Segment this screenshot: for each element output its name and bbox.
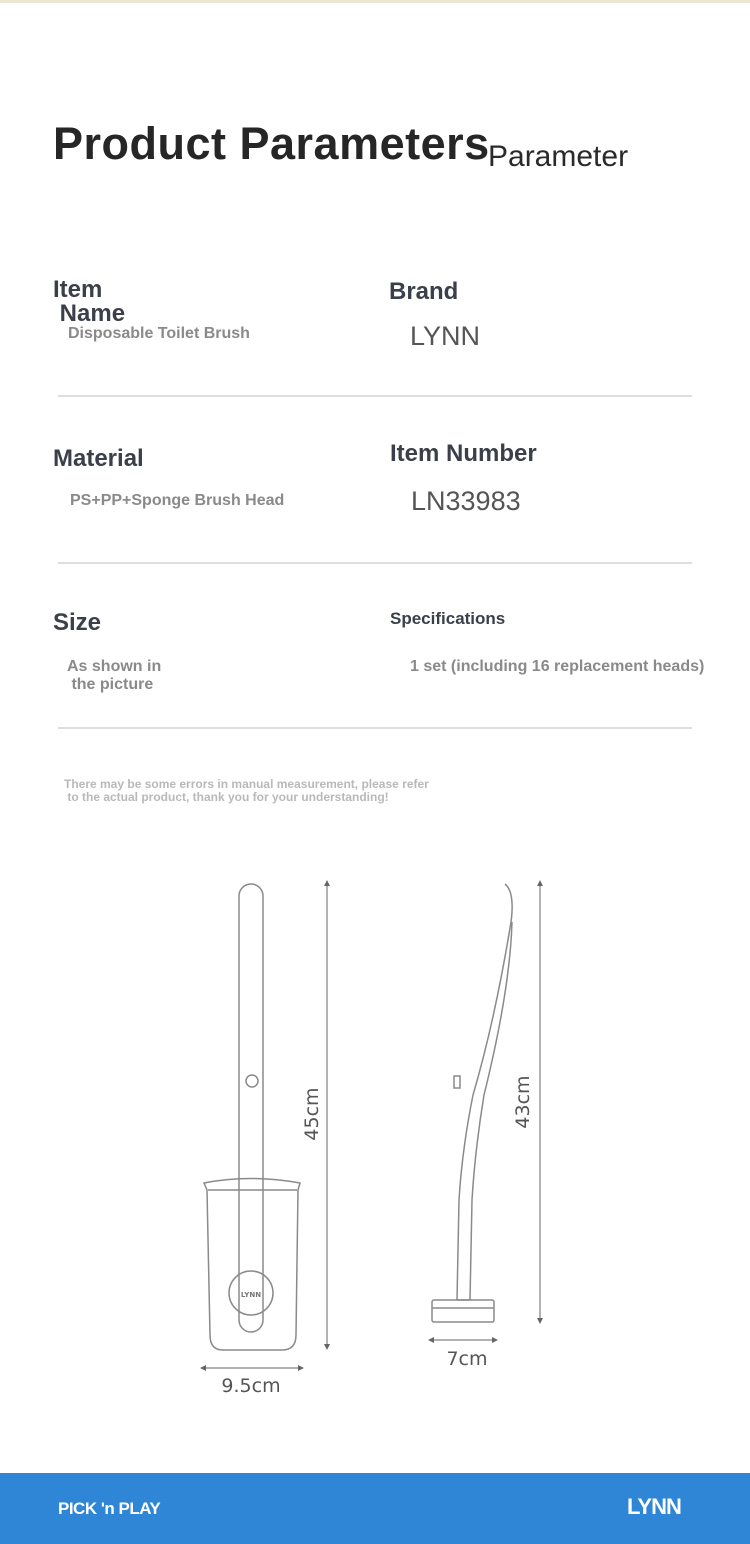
holder-cup <box>204 1179 300 1351</box>
specifications-value: 1 set (including 16 replacement heads) <box>410 658 705 675</box>
divider <box>58 395 692 397</box>
footer-bar <box>0 1473 750 1544</box>
side-handle <box>457 884 512 1300</box>
brush-logo: LYNN <box>240 1291 262 1299</box>
page-subtitle: Parameter <box>488 140 629 173</box>
handle-button-icon <box>246 1075 258 1087</box>
material-label: Material <box>53 445 144 472</box>
side-width-label: 7cm <box>446 1348 488 1370</box>
side-button <box>454 1076 460 1088</box>
product-drawing <box>0 840 750 1540</box>
size-label: Size <box>53 609 102 636</box>
item-name-label: Item Name <box>53 276 126 327</box>
side-height-label: 43cm <box>512 1075 534 1129</box>
item-name-value: Disposable Toilet Brush <box>68 325 250 342</box>
front-height-label: 45cm <box>301 1087 323 1141</box>
material-value: PS+PP+Sponge Brush Head <box>70 492 285 509</box>
specifications-label: Specifications <box>390 609 506 628</box>
side-base <box>432 1300 494 1322</box>
footer-logo: LYNN <box>627 1494 681 1519</box>
page-title: Product Parameters <box>53 118 490 169</box>
size-value: As shown in the picture <box>67 658 162 693</box>
measurement-note: There may be some errors in manual measurement, please refer to the actual product, thank you for your understanding! <box>64 777 429 804</box>
front-width-label: 9.5cm <box>221 1375 281 1397</box>
item-number-value: LN33983 <box>411 486 521 516</box>
footer-brand-left: PICK 'n PLAY <box>58 1499 161 1518</box>
item-number-label: Item Number <box>390 440 537 467</box>
divider <box>58 562 692 564</box>
top-border <box>0 0 750 3</box>
brand-value: LYNN <box>410 321 481 351</box>
brush-handle <box>239 884 263 1332</box>
divider <box>58 727 692 729</box>
brand-label: Brand <box>389 278 459 305</box>
